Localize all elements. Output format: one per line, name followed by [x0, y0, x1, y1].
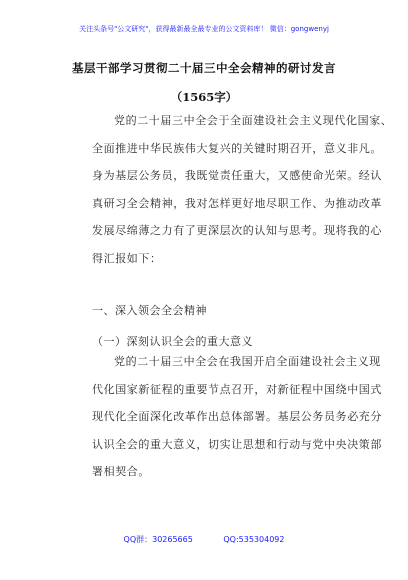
document-title: 基层干部学习贯彻二十届三中全会精神的研讨发言: [72, 61, 336, 75]
paragraph-line: 身为基层公务员，我既觉责任重大，又感使命光荣。经认: [92, 169, 382, 182]
section-heading: 一、深入领会全会精神: [92, 304, 207, 317]
footer-qq: QQ:535304092: [223, 535, 285, 544]
paragraph-line: 真研习全会精神，我对怎样更好地尽职工作、为推动改革: [92, 196, 382, 210]
subsection-heading: （一）深刻认识全会的重大意义: [92, 335, 253, 348]
paragraph-line: 发展尽绵薄之力有了更深层次的认知与思考。现将我的心: [92, 224, 382, 237]
paragraph-intro: [92, 107, 393, 272]
paragraph-line: 全面推进中华民族伟大复兴的关键时期召开，意义非凡。: [92, 141, 382, 155]
paragraph-line: 得汇报如下：: [92, 251, 162, 265]
header-promo-text: 关注头条号"公文研究"，获得最新最全最专业的公文资料库！ 微信：gongwenyj: [79, 25, 329, 33]
document-word-count: （1565字）: [170, 90, 238, 104]
footer-contact: [0, 534, 408, 545]
paragraph-significance: [92, 348, 382, 486]
paragraph-line: 署相契合。: [92, 465, 150, 478]
paragraph-line: 党的二十届三中全会于全面建设社会主义现代化国家、: [114, 114, 393, 127]
paragraph-line: 代化国家新征程的重要节点召开，对新征程中国绕中国式: [92, 382, 382, 396]
paragraph-line: 认识全会的重大意义，切实让思想和行动与党中央决策部: [92, 437, 382, 451]
paragraph-line: 党的二十届三中全会在我国开启全面建设社会主义现: [114, 355, 381, 368]
paragraph-line: 现代化全面深化改革作出总体部署。基层公务员务必充分: [92, 410, 382, 423]
footer-qq-group: QQ群：30265665: [123, 535, 193, 544]
